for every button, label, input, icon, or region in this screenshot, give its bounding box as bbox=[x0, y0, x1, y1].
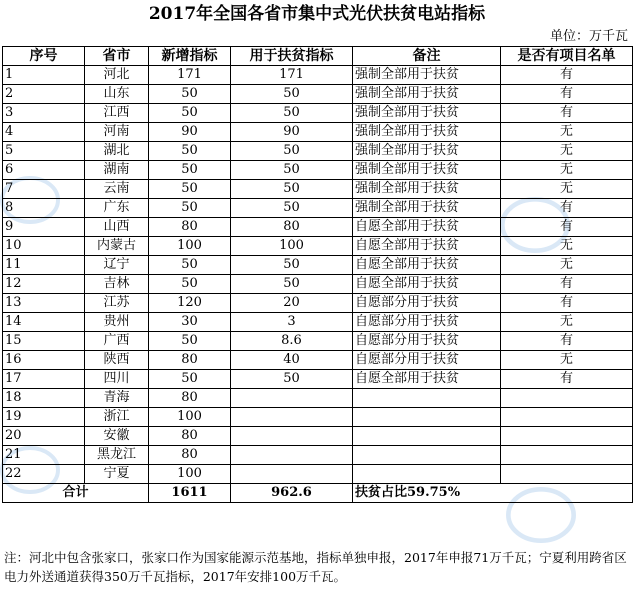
cell-note: 强制全部用于扶贫 bbox=[353, 199, 501, 218]
cell-new-quota: 80 bbox=[149, 389, 231, 408]
cell-province: 河南 bbox=[85, 123, 149, 142]
cell-note: 自愿部分用于扶贫 bbox=[353, 332, 501, 351]
cell-note: 强制全部用于扶贫 bbox=[353, 123, 501, 142]
cell-province: 安徽 bbox=[85, 427, 149, 446]
cell-index: 8 bbox=[3, 199, 85, 218]
cell-poverty-quota: 3 bbox=[231, 313, 353, 332]
table-row bbox=[3, 275, 633, 294]
cell-index: 5 bbox=[3, 142, 85, 161]
table-row bbox=[3, 446, 633, 465]
cell-province: 河北 bbox=[85, 66, 149, 85]
cell-new-quota: 50 bbox=[149, 85, 231, 104]
cell-note: 自愿全部用于扶贫 bbox=[353, 370, 501, 389]
cell-has-list: 有 bbox=[501, 66, 633, 85]
cell-province: 青海 bbox=[85, 389, 149, 408]
cell-province: 内蒙古 bbox=[85, 237, 149, 256]
table-row bbox=[3, 142, 633, 161]
cell-has-list: 无 bbox=[501, 142, 633, 161]
cell-new-quota: 80 bbox=[149, 446, 231, 465]
cell-province: 黑龙江 bbox=[85, 446, 149, 465]
cell-poverty-quota: 171 bbox=[231, 66, 353, 85]
table-row bbox=[3, 313, 633, 332]
cell-note bbox=[353, 427, 501, 446]
cell-poverty-quota: 20 bbox=[231, 294, 353, 313]
cell-index: 1 bbox=[3, 66, 85, 85]
table-row bbox=[3, 199, 633, 218]
quota-table bbox=[2, 46, 633, 503]
table-row bbox=[3, 465, 633, 484]
cell-has-list bbox=[501, 389, 633, 408]
cell-new-quota: 30 bbox=[149, 313, 231, 332]
cell-poverty-quota: 8.6 bbox=[231, 332, 353, 351]
cell-note: 强制全部用于扶贫 bbox=[353, 161, 501, 180]
header-new-quota: 新增指标 bbox=[149, 47, 231, 66]
total-ratio: 扶贫占比59.75% bbox=[353, 484, 633, 503]
cell-poverty-quota: 50 bbox=[231, 199, 353, 218]
cell-note bbox=[353, 465, 501, 484]
cell-new-quota: 120 bbox=[149, 294, 231, 313]
cell-note: 自愿部分用于扶贫 bbox=[353, 351, 501, 370]
cell-poverty-quota: 80 bbox=[231, 218, 353, 237]
cell-note bbox=[353, 408, 501, 427]
cell-province: 湖北 bbox=[85, 142, 149, 161]
cell-poverty-quota: 50 bbox=[231, 104, 353, 123]
cell-index: 9 bbox=[3, 218, 85, 237]
cell-note: 自愿全部用于扶贫 bbox=[353, 237, 501, 256]
table-row bbox=[3, 218, 633, 237]
cell-new-quota: 50 bbox=[149, 180, 231, 199]
cell-poverty-quota: 90 bbox=[231, 123, 353, 142]
cell-index: 11 bbox=[3, 256, 85, 275]
table-row bbox=[3, 66, 633, 85]
cell-province: 山西 bbox=[85, 218, 149, 237]
cell-has-list bbox=[501, 408, 633, 427]
cell-index: 19 bbox=[3, 408, 85, 427]
cell-index: 12 bbox=[3, 275, 85, 294]
cell-has-list: 有 bbox=[501, 294, 633, 313]
cell-note: 强制全部用于扶贫 bbox=[353, 142, 501, 161]
cell-has-list: 无 bbox=[501, 180, 633, 199]
cell-new-quota: 90 bbox=[149, 123, 231, 142]
header-index: 序号 bbox=[3, 47, 85, 66]
cell-poverty-quota bbox=[231, 446, 353, 465]
cell-new-quota: 50 bbox=[149, 275, 231, 294]
cell-new-quota: 50 bbox=[149, 199, 231, 218]
cell-index: 14 bbox=[3, 313, 85, 332]
cell-poverty-quota: 50 bbox=[231, 161, 353, 180]
cell-has-list: 无 bbox=[501, 161, 633, 180]
header-province: 省市 bbox=[85, 47, 149, 66]
cell-new-quota: 100 bbox=[149, 237, 231, 256]
cell-poverty-quota: 50 bbox=[231, 85, 353, 104]
cell-index: 4 bbox=[3, 123, 85, 142]
cell-has-list: 无 bbox=[501, 123, 633, 142]
cell-poverty-quota: 50 bbox=[231, 370, 353, 389]
cell-poverty-quota bbox=[231, 465, 353, 484]
cell-has-list bbox=[501, 427, 633, 446]
cell-has-list: 有 bbox=[501, 104, 633, 123]
cell-poverty-quota: 50 bbox=[231, 142, 353, 161]
cell-has-list: 有 bbox=[501, 332, 633, 351]
cell-note: 强制全部用于扶贫 bbox=[353, 66, 501, 85]
cell-index: 15 bbox=[3, 332, 85, 351]
cell-index: 2 bbox=[3, 85, 85, 104]
cell-index: 3 bbox=[3, 104, 85, 123]
cell-note: 自愿部分用于扶贫 bbox=[353, 313, 501, 332]
cell-poverty-quota bbox=[231, 389, 353, 408]
cell-index: 18 bbox=[3, 389, 85, 408]
table-row bbox=[3, 104, 633, 123]
cell-has-list: 有 bbox=[501, 370, 633, 389]
cell-new-quota: 80 bbox=[149, 218, 231, 237]
cell-note: 自愿全部用于扶贫 bbox=[353, 256, 501, 275]
cell-has-list: 无 bbox=[501, 351, 633, 370]
table-row bbox=[3, 427, 633, 446]
table-row bbox=[3, 161, 633, 180]
table-title: 2017年全国各省市集中式光伏扶贫电站指标 bbox=[148, 4, 486, 24]
cell-new-quota: 100 bbox=[149, 408, 231, 427]
cell-index: 10 bbox=[3, 237, 85, 256]
cell-poverty-quota bbox=[231, 427, 353, 446]
cell-new-quota: 50 bbox=[149, 142, 231, 161]
cell-new-quota: 50 bbox=[149, 104, 231, 123]
cell-has-list: 无 bbox=[501, 237, 633, 256]
cell-index: 21 bbox=[3, 446, 85, 465]
cell-province: 云南 bbox=[85, 180, 149, 199]
cell-province: 贵州 bbox=[85, 313, 149, 332]
footnote: 注：河北中包含张家口，张家口作为国家能源示范基地，指标单独申报，2017年申报71万千瓦；宁夏利用跨省区电力外送通道获得350万千瓦指标，2017年安排100万千瓦。 bbox=[4, 550, 627, 584]
cell-has-list: 无 bbox=[501, 313, 633, 332]
cell-index: 17 bbox=[3, 370, 85, 389]
cell-province: 湖南 bbox=[85, 161, 149, 180]
total-new-quota: 1611 bbox=[149, 484, 231, 503]
cell-poverty-quota: 50 bbox=[231, 180, 353, 199]
header-poverty-quota: 用于扶贫指标 bbox=[231, 47, 353, 66]
cell-has-list: 有 bbox=[501, 275, 633, 294]
table-row bbox=[3, 351, 633, 370]
cell-province: 吉林 bbox=[85, 275, 149, 294]
total-label: 合计 bbox=[3, 484, 149, 503]
cell-note: 强制全部用于扶贫 bbox=[353, 104, 501, 123]
cell-index: 22 bbox=[3, 465, 85, 484]
cell-note: 强制全部用于扶贫 bbox=[353, 85, 501, 104]
table-row bbox=[3, 256, 633, 275]
table-row bbox=[3, 123, 633, 142]
header-row bbox=[3, 47, 633, 66]
cell-poverty-quota bbox=[231, 408, 353, 427]
cell-index: 7 bbox=[3, 180, 85, 199]
cell-note: 自愿全部用于扶贫 bbox=[353, 275, 501, 294]
cell-poverty-quota: 50 bbox=[231, 275, 353, 294]
cell-has-list bbox=[501, 446, 633, 465]
cell-province: 江西 bbox=[85, 104, 149, 123]
cell-has-list: 有 bbox=[501, 218, 633, 237]
cell-new-quota: 50 bbox=[149, 332, 231, 351]
cell-new-quota: 171 bbox=[149, 66, 231, 85]
unit-label: 单位：万千瓦 bbox=[549, 29, 628, 44]
cell-index: 13 bbox=[3, 294, 85, 313]
table-row bbox=[3, 408, 633, 427]
cell-has-list: 无 bbox=[501, 256, 633, 275]
cell-poverty-quota: 40 bbox=[231, 351, 353, 370]
cell-note: 自愿全部用于扶贫 bbox=[353, 218, 501, 237]
cell-province: 辽宁 bbox=[85, 256, 149, 275]
cell-poverty-quota: 100 bbox=[231, 237, 353, 256]
total-poverty-quota: 962.6 bbox=[231, 484, 353, 503]
table-row bbox=[3, 294, 633, 313]
table-row bbox=[3, 85, 633, 104]
header-note: 备注 bbox=[353, 47, 501, 66]
cell-new-quota: 80 bbox=[149, 351, 231, 370]
cell-has-list bbox=[501, 465, 633, 484]
cell-province: 浙江 bbox=[85, 408, 149, 427]
cell-index: 20 bbox=[3, 427, 85, 446]
cell-note: 自愿部分用于扶贫 bbox=[353, 294, 501, 313]
total-row bbox=[3, 484, 633, 503]
cell-province: 四川 bbox=[85, 370, 149, 389]
cell-note bbox=[353, 446, 501, 465]
table-row bbox=[3, 389, 633, 408]
table-row bbox=[3, 332, 633, 351]
cell-poverty-quota: 50 bbox=[231, 256, 353, 275]
cell-province: 江苏 bbox=[85, 294, 149, 313]
cell-has-list: 有 bbox=[501, 85, 633, 104]
cell-has-list: 有 bbox=[501, 199, 633, 218]
cell-new-quota: 50 bbox=[149, 370, 231, 389]
cell-province: 广西 bbox=[85, 332, 149, 351]
cell-index: 6 bbox=[3, 161, 85, 180]
table-row bbox=[3, 370, 633, 389]
cell-new-quota: 100 bbox=[149, 465, 231, 484]
cell-province: 宁夏 bbox=[85, 465, 149, 484]
cell-note: 强制全部用于扶贫 bbox=[353, 180, 501, 199]
cell-province: 广东 bbox=[85, 199, 149, 218]
header-has-list: 是否有项目名单 bbox=[501, 47, 633, 66]
cell-new-quota: 50 bbox=[149, 256, 231, 275]
cell-note bbox=[353, 389, 501, 408]
cell-province: 陕西 bbox=[85, 351, 149, 370]
cell-new-quota: 80 bbox=[149, 427, 231, 446]
table-row bbox=[3, 180, 633, 199]
table-row bbox=[3, 237, 633, 256]
cell-new-quota: 50 bbox=[149, 161, 231, 180]
cell-index: 16 bbox=[3, 351, 85, 370]
cell-province: 山东 bbox=[85, 85, 149, 104]
